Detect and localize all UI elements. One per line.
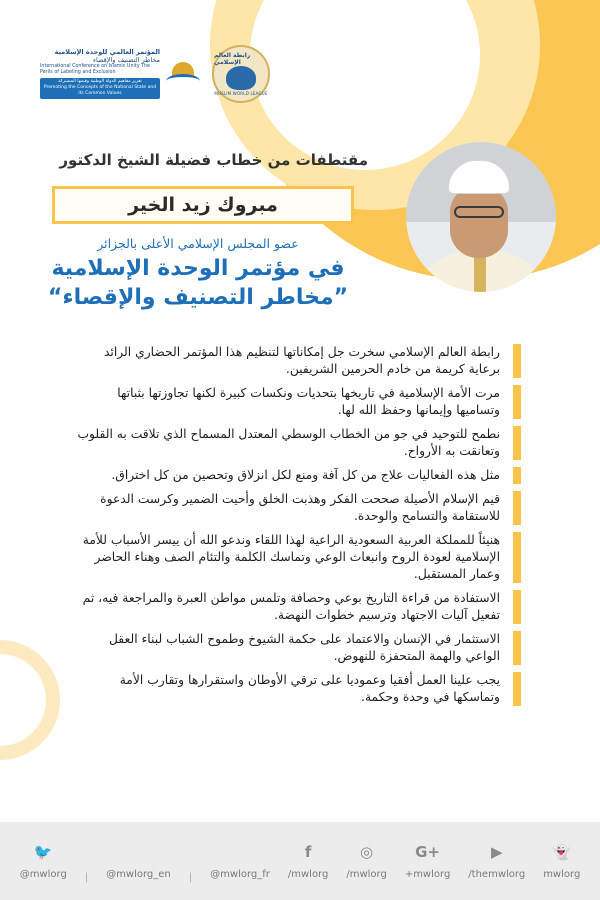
facebook-icon: f bbox=[304, 842, 312, 861]
social-handle: mwlorg bbox=[543, 868, 581, 880]
list-item bbox=[75, 344, 510, 378]
snapchat-icon: 👻 bbox=[552, 842, 572, 861]
list-item bbox=[75, 631, 510, 665]
separator: | bbox=[188, 872, 193, 883]
instagram-icon: ◎ bbox=[360, 842, 374, 861]
list-item bbox=[75, 672, 510, 706]
point-text: رابطة العالم الإسلامي سخرت جل إمكاناتها لتنظيم هذا المؤتمر الحضاري الرائد برعاية كريمة من خادم الحرمين الشريفين. bbox=[103, 345, 500, 376]
point-text: قيم الإسلام الأصيلة صححت الفكر وهذبت الخلق وأحيت الضمير وكرست الدعوة للاستقامة والتسامح والوحدة. bbox=[100, 492, 500, 523]
social-twitter-en[interactable] bbox=[106, 843, 171, 880]
social-twitter-fr[interactable] bbox=[210, 843, 270, 880]
separator: | bbox=[84, 872, 89, 883]
social-facebook[interactable] bbox=[288, 843, 328, 880]
bullet-bar bbox=[513, 590, 521, 624]
social-twitter[interactable] bbox=[20, 843, 67, 880]
bullet-bar bbox=[513, 344, 521, 378]
social-snapchat[interactable] bbox=[543, 843, 580, 880]
conference-tagline bbox=[40, 78, 160, 99]
conference-logo bbox=[40, 49, 200, 98]
bullet-bar bbox=[513, 491, 521, 525]
conference-tagline-en: Promoting the Concepts of the National State and its Common Values bbox=[43, 85, 157, 97]
list-item bbox=[75, 426, 510, 460]
conference-tagline-ar: تعزيز مفاهيم الدولة الوطنية وقيمها المشتركة bbox=[58, 78, 142, 84]
conference-name-ar: المؤتمر العالمي للوحدة الإسلامية bbox=[54, 48, 160, 57]
conference-emblem bbox=[166, 58, 200, 90]
social-instagram[interactable] bbox=[346, 843, 386, 880]
social-handle: /mwlorg bbox=[346, 868, 387, 880]
speaker-name-box bbox=[52, 186, 354, 224]
social-handle: +mwlorg bbox=[404, 868, 451, 880]
list-item bbox=[75, 590, 510, 624]
globe-icon bbox=[226, 66, 256, 90]
list-item bbox=[75, 467, 510, 484]
bullet-bar bbox=[513, 631, 521, 665]
speaker-title: عضو المجلس الإسلامي الأعلى بالجزائر bbox=[97, 236, 299, 251]
bullet-bar bbox=[513, 672, 521, 706]
social-handle: @mwlorg bbox=[19, 868, 67, 880]
social-handle: @mwlorg_en bbox=[106, 868, 171, 880]
social-google-plus[interactable] bbox=[405, 843, 450, 880]
point-text: هنيئاً للمملكة العربية السعودية الراعية لهذا اللقاء وندعو الله أن ييسر الأسباب للأمة الإسلامية لعودة الروح وانبعاث الوعي وتماسك الكلمة والتئام الصف وهناء الحاضر وعمار المستقبل. bbox=[82, 533, 500, 581]
point-text: الاستفادة من قراءة التاريخ بوعي وحصافة وتلمس مواطن العبرة والمراجعة فيه، ثم تفعيل آليات الاجتهاد وترسيم خطوات النهضة. bbox=[82, 591, 500, 622]
bullet-bar bbox=[513, 385, 521, 419]
youtube-icon: ▶ bbox=[490, 842, 503, 861]
points-list bbox=[75, 344, 510, 713]
list-item bbox=[75, 532, 510, 583]
point-text: نطمح للتوحيد في جو من الخطاب الوسطي المعتدل المسماح الذي تلاقت به القلوب وتعانقت به الأرواح. bbox=[77, 427, 500, 458]
conference-title: في مؤتمر الوحدة الإسلامية bbox=[51, 256, 345, 281]
speaker-portrait bbox=[406, 142, 556, 292]
conference-name-en: International Conference on Islamic Unity The Perils of Labeling and Exclusion bbox=[40, 64, 150, 76]
social-handle: @mwlorg_fr bbox=[210, 868, 270, 880]
google-plus-icon: G+ bbox=[415, 842, 440, 861]
social-footer bbox=[0, 822, 600, 900]
mwl-logo bbox=[212, 45, 270, 103]
bullet-bar bbox=[513, 426, 521, 460]
point-text: مثل هذه الفعاليات علاج من كل آفة ومنع لكل انزلاق وتحصين من كل اختراق. bbox=[111, 468, 500, 482]
mwl-name-ar: رابطة العالم الإسلامي bbox=[214, 52, 251, 66]
conference-subtitle: ”مخاطر التصنيف والإقصاء“ bbox=[47, 285, 349, 310]
point-text: مرت الأمة الإسلامية في تاريخها بتحديات ونكسات كبيرة لكنها تجاوزتها بثباتها وتساميها وإيمانها وحفظ الله لها. bbox=[117, 386, 500, 417]
decor-arc bbox=[0, 640, 60, 760]
bullet-bar bbox=[513, 467, 521, 484]
intro-heading: مقتطفات من خطاب فضيلة الشيخ الدكتور bbox=[59, 151, 368, 169]
speaker-name: مبروك زيد الخير bbox=[128, 194, 278, 216]
conference-theme-ar: مخاطر التصنيف والإقصاء bbox=[92, 55, 160, 64]
list-item bbox=[75, 491, 510, 525]
social-youtube[interactable] bbox=[468, 843, 525, 880]
bullet-bar bbox=[513, 532, 521, 583]
logo-row bbox=[40, 45, 270, 103]
mwl-name-en: MUSLIM WORLD LEAGUE bbox=[214, 91, 268, 96]
point-text: الاستثمار في الإنسان والاعتماد على حكمة الشيوخ وطموح الشباب لبناء العقل الواعي والهمة المتحفزة للنهوض. bbox=[108, 632, 500, 663]
point-text: يجب علينا العمل أفقيا وعموديا على ترقي الأوطان واستقرارها وتقارب الأمة وتماسكها في وحدة وحكمة. bbox=[119, 673, 500, 704]
list-item bbox=[75, 385, 510, 419]
twitter-icon: 🐦 bbox=[33, 842, 53, 861]
social-handle: /mwlorg bbox=[287, 868, 329, 880]
social-handle: /themwlorg bbox=[468, 868, 526, 880]
